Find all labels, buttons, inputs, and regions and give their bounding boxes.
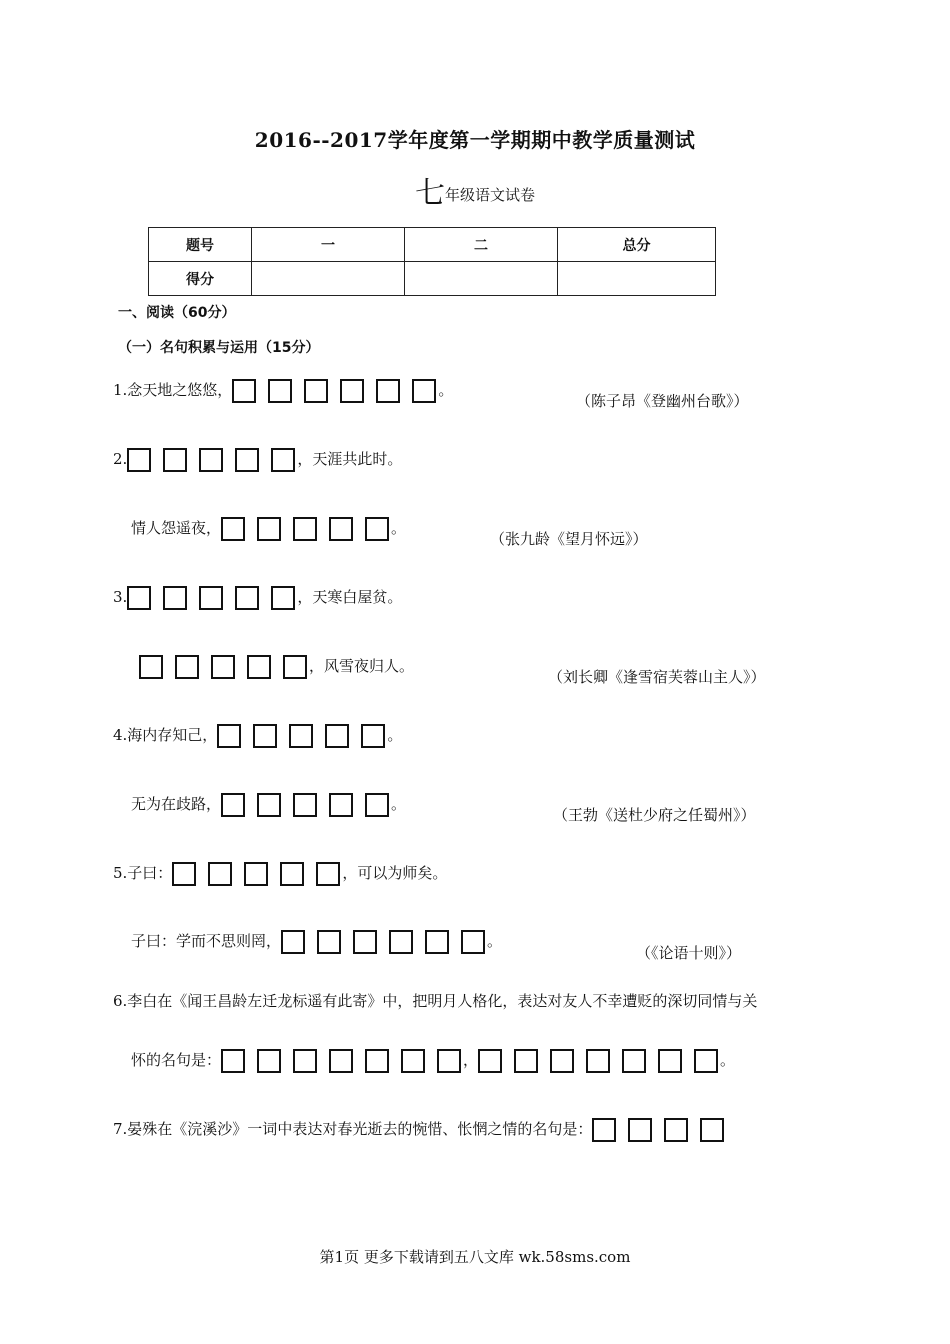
answer-box[interactable] [340,379,364,403]
q5-source: （《论语十则》） [636,944,742,962]
q4-prefix: 4.海内存知己， [113,726,218,744]
answer-box[interactable] [293,517,317,541]
question-2 [113,448,402,472]
answer-boxes [281,930,487,954]
answer-box[interactable] [289,724,313,748]
answer-boxes [221,793,391,817]
question-6: 6.李白在《闻王昌龄左迁龙标遥有此寄》中，把明月人格化，表达对友人不幸遭贬的深切同情与关 [113,992,758,1010]
answer-box[interactable] [127,586,151,610]
answer-box[interactable] [316,862,340,886]
subtitle-rest: 年级语文试卷 [444,186,535,204]
answer-box[interactable] [293,793,317,817]
answer-box[interactable] [700,1118,724,1142]
score-table [148,227,716,296]
answer-box[interactable] [592,1118,616,1142]
answer-box[interactable] [280,862,304,886]
answer-box[interactable] [271,448,295,472]
q3-line1-end: ，天寒白屋贫。 [297,588,403,606]
answer-boxes [127,448,297,472]
answer-boxes [592,1118,726,1142]
table-row [149,262,716,296]
question-7 [113,1118,726,1142]
question-5-line-2 [131,930,502,954]
answer-box[interactable] [199,586,223,610]
q7-text: 7.晏殊在《浣溪沙》一词中表达对春光逝去的惋惜、怅惘之情的名句是： [113,1120,593,1138]
question-3 [113,586,402,610]
answer-box[interactable] [293,1049,317,1073]
q4-source: （王勃《送杜少府之任蜀州》） [553,806,756,824]
answer-box[interactable] [628,1118,652,1142]
q3-line2-end: ，风雪夜归人。 [309,657,415,675]
table-header-cell: 总分 [558,228,716,262]
answer-boxes [478,1049,720,1073]
q3-prefix: 3. [113,588,128,606]
q5-line2-end: 。 [487,932,503,950]
answer-box[interactable] [253,724,277,748]
answer-box[interactable] [514,1049,538,1073]
question-2-line-2 [131,517,406,541]
answer-box[interactable] [175,655,199,679]
answer-box[interactable] [139,655,163,679]
answer-box[interactable] [172,862,196,886]
answer-box[interactable] [325,724,349,748]
answer-box[interactable] [361,724,385,748]
table-header-cell: 题号 [149,228,252,262]
q1-source: （陈子昂《登幽州台歌》） [576,392,749,410]
answer-boxes [172,862,342,886]
answer-box[interactable] [257,517,281,541]
answer-box[interactable] [694,1049,718,1073]
q3-source: （刘长卿《逢雪宿芙蓉山主人》） [548,668,766,686]
question-6-line-2 [131,1049,735,1073]
answer-box[interactable] [478,1049,502,1073]
answer-box[interactable] [412,379,436,403]
answer-box[interactable] [211,655,235,679]
question-1 [113,379,453,403]
answer-box[interactable] [163,586,187,610]
answer-box[interactable] [235,586,259,610]
answer-box[interactable] [658,1049,682,1073]
answer-box[interactable] [329,793,353,817]
answer-box[interactable] [376,379,400,403]
q5-prefix: 5.子曰： [113,864,173,882]
q1-end: 。 [438,381,454,399]
section-heading: 一、阅读（60分） [118,305,236,321]
question-4-line-2 [131,793,406,817]
exam-subtitle [0,168,950,212]
q6-comma: ， [463,1051,479,1069]
answer-box[interactable] [235,448,259,472]
grade-char: 七 [414,176,445,211]
q6-end: 。 [720,1051,736,1069]
q5-line1-end: ，可以为师矣。 [342,864,448,882]
answer-box[interactable] [163,448,187,472]
answer-box[interactable] [221,517,245,541]
answer-box[interactable] [664,1118,688,1142]
table-header-cell: 一 [252,228,405,262]
answer-box[interactable] [257,1049,281,1073]
answer-box[interactable] [199,448,223,472]
answer-box[interactable] [353,930,377,954]
answer-box[interactable] [425,930,449,954]
answer-boxes [217,724,387,748]
answer-boxes [232,379,438,403]
answer-box[interactable] [271,586,295,610]
answer-box[interactable] [232,379,256,403]
q5-line2-prefix: 子曰：学而不思则罔， [131,932,282,950]
answer-box[interactable] [281,930,305,954]
score-cell[interactable] [558,262,716,296]
answer-boxes [127,586,297,610]
q1-prefix: 1.念天地之悠悠， [113,381,233,399]
question-4 [113,724,402,748]
q4-line2-prefix: 无为在歧路， [131,795,222,813]
table-header-cell: 二 [405,228,558,262]
answer-box[interactable] [247,655,271,679]
answer-box[interactable] [283,655,307,679]
answer-box[interactable] [329,517,353,541]
answer-box[interactable] [622,1049,646,1073]
answer-box[interactable] [304,379,328,403]
exam-title: 2016--2017学年度第一学期期中教学质量测试 [254,128,696,152]
q6-line2-prefix: 怀的名句是： [131,1051,222,1069]
q2-line2-end: 。 [391,519,407,537]
table-row-label: 得分 [149,262,252,296]
q2-source: （张九龄《望月怀远》） [490,530,648,548]
answer-boxes [221,517,391,541]
answer-boxes [139,655,309,679]
score-cell[interactable] [252,262,405,296]
answer-box[interactable] [317,930,341,954]
table-row [149,228,716,262]
answer-box[interactable] [257,793,281,817]
answer-box[interactable] [365,517,389,541]
q4-line2-end: 。 [391,795,407,813]
q2-prefix: 2. [113,450,128,468]
q2-line2-prefix: 情人怨遥夜， [131,519,222,537]
answer-box[interactable] [365,1049,389,1073]
score-cell[interactable] [405,262,558,296]
subsection-heading: （一）名句积累与运用（15分） [118,340,320,356]
q4-line1-end: 。 [387,726,403,744]
answer-box[interactable] [127,448,151,472]
answer-box[interactable] [550,1049,574,1073]
question-3-line-2 [139,655,414,679]
question-5 [113,862,447,886]
answer-box[interactable] [268,379,292,403]
answer-box[interactable] [221,1049,245,1073]
answer-box[interactable] [244,862,268,886]
answer-box[interactable] [365,793,389,817]
answer-box[interactable] [208,862,232,886]
answer-boxes [221,1049,463,1073]
answer-box[interactable] [329,1049,353,1073]
answer-box[interactable] [217,724,241,748]
answer-box[interactable] [586,1049,610,1073]
answer-box[interactable] [221,793,245,817]
answer-box[interactable] [401,1049,425,1073]
q2-line1-end: ，天涯共此时。 [297,450,403,468]
answer-box[interactable] [437,1049,461,1073]
answer-box[interactable] [461,930,485,954]
answer-box[interactable] [389,930,413,954]
page-footer: 第1页 更多下载请到五八文库 wk.58sms.com [319,1248,631,1266]
